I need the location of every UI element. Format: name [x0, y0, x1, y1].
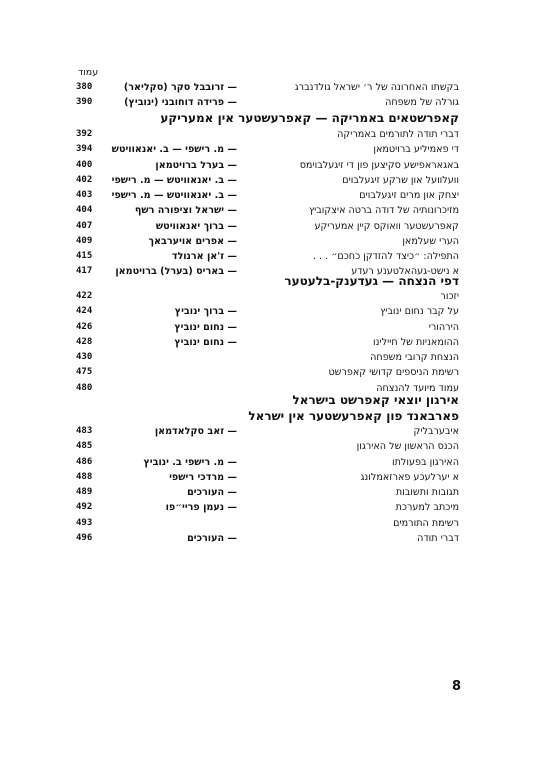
toc-entry — [76, 203, 459, 218]
entry-page-number: 492 — [76, 502, 93, 513]
section-heading: קאפרשטאים באמריקה — קאפרעשטער אין אמעריקע — [160, 111, 459, 125]
entry-title: ההומאניות של חיילינו — [373, 336, 459, 348]
entry-title: הנצחת קרובי משפחה — [370, 352, 459, 363]
entry-title: די פאמיליע ברויטמאן — [373, 144, 459, 156]
entry-title: א יערלעכע פארזאמלונג — [360, 471, 459, 483]
entry-author: — ישראל וציפורה רשף — [134, 205, 237, 217]
entry-title: הירהורי — [428, 321, 459, 333]
entry-page-number: 428 — [76, 336, 93, 347]
entry-page-number: 480 — [76, 382, 93, 393]
entry-page-number: 407 — [76, 220, 93, 231]
toc-entry — [76, 188, 459, 203]
page-number: 8 — [452, 679, 462, 694]
entry-title: יזכור — [440, 291, 459, 302]
entry-author: — ב. יאנאוויטש — מ. רישפי — [111, 174, 237, 186]
section-heading: פארבאנד פון קאפרעשטער אין ישראל — [248, 409, 459, 423]
entry-page-number: 415 — [76, 251, 93, 261]
toc-entry — [76, 531, 459, 546]
entry-title: התפילה: ״כיצד להזדקן כחכם״ . . . — [312, 251, 459, 262]
entry-page-number: 409 — [76, 235, 93, 246]
entry-author: — זאב סקלאדמאן — [154, 426, 237, 437]
entry-page-number: 485 — [76, 441, 93, 452]
entry-title: רשימת הניספים קדושי קאפרשט — [328, 367, 459, 379]
entry-title: מזיכרונותיה של דודה ברטה איצקוביץ — [308, 205, 459, 217]
entry-title: הכנס הראשון של האירגון — [356, 441, 459, 453]
entry-author: — פרידה דוחובני (ינוביץ) — [124, 97, 237, 109]
entry-author: — אפרים אויערבאך — [148, 235, 237, 247]
entry-page-number: 422 — [76, 291, 93, 301]
entry-page-number: 403 — [76, 190, 93, 200]
entry-page-number: 493 — [76, 517, 93, 528]
entry-page-number: 417 — [76, 266, 93, 277]
entry-page-number: 430 — [76, 352, 93, 362]
entry-title: דברי תודה לתורמים באמריקה — [337, 129, 459, 140]
toc-entry — [76, 127, 459, 142]
toc-entry — [76, 249, 459, 264]
entry-title: תגובות ותשובות — [395, 487, 459, 498]
entry-page-number: 394 — [76, 144, 93, 155]
toc-entry — [76, 304, 459, 319]
entry-author: — העורכים — [187, 487, 237, 498]
section-heading: דפי הנצחה — געדענק-בלעטער — [284, 274, 459, 288]
entry-title: א נישט-געהאלטענע רעדע — [351, 266, 459, 278]
entry-page-number: 400 — [76, 159, 93, 170]
entry-title: קאפרעשטער וואוקס קיין אמעריקע — [314, 220, 459, 232]
entry-page-number: 424 — [76, 306, 93, 317]
toc-entry — [76, 424, 459, 439]
entry-title: וועלוועל און שרקע זיגעלבוים — [342, 174, 459, 186]
entry-title: עמוד מיועד להנצחה — [376, 382, 459, 394]
entry-title: דברי תודה — [417, 532, 459, 544]
entry-page-number: 488 — [76, 471, 93, 482]
entry-page-number: 402 — [76, 174, 93, 185]
entry-title: הערי שעלמאן — [402, 235, 459, 247]
toc-entry — [76, 173, 459, 188]
entry-author: — ז'אן ארנולד — [171, 251, 237, 262]
entry-title: איבערבליק — [413, 426, 459, 437]
toc-entry — [76, 439, 459, 454]
entry-title: רשימת התורמים — [393, 517, 459, 529]
toc-entry — [76, 500, 459, 515]
section-heading: אירגון יוצאי קאפרשט בישראל — [292, 393, 459, 407]
entry-author: — בערל ברויטמאן — [155, 159, 237, 171]
entry-page-number: 426 — [76, 321, 93, 332]
entry-page-number: 380 — [76, 82, 93, 92]
toc-entry — [76, 350, 459, 365]
entry-author: — מ. רישפי ב. ינוביץ — [143, 456, 237, 468]
page-column-label: עמוד — [78, 67, 99, 78]
toc-entry — [76, 455, 459, 470]
entry-author: — מרדכי רישפי — [169, 471, 237, 483]
entry-author: — באריס (בערל) ברויטמאן — [115, 266, 237, 278]
entry-title: גורלה של משפחה — [385, 97, 459, 109]
toc-entry — [76, 80, 459, 95]
toc-entry — [76, 289, 459, 304]
entry-title: האירגון בפעולתו — [391, 456, 459, 468]
toc-entry — [76, 95, 459, 110]
toc-entry — [76, 142, 459, 157]
entry-author: — ב. יאנאוויטש — מ. רישפי — [111, 190, 237, 201]
toc-entry — [76, 335, 459, 350]
toc-entry — [76, 158, 459, 173]
entry-page-number: 486 — [76, 456, 93, 467]
entry-author: — ברוך ינוביץ — [174, 306, 237, 318]
entry-page-number: 392 — [76, 129, 93, 139]
entry-title: יצחק און מרים זיגעלבוים — [359, 190, 459, 201]
entry-page-number: 483 — [76, 426, 93, 436]
entry-title: על קבר נחום ינוביץ — [380, 306, 459, 318]
toc-entry — [76, 485, 459, 500]
entry-page-number: 496 — [76, 532, 93, 543]
entry-author: — נחום ינוביץ — [174, 321, 237, 333]
entry-page-number: 475 — [76, 367, 93, 378]
entry-author: — נחום ינוביץ — [174, 336, 237, 348]
entry-page-number: 404 — [76, 205, 93, 216]
entry-title: מיכתב למערכת — [395, 502, 459, 514]
toc-entry — [76, 234, 459, 249]
toc-entry — [76, 365, 459, 380]
entry-title: באגאראפישע סקיצען פון די זיגעלבוימס — [299, 159, 459, 171]
entry-page-number: 489 — [76, 487, 93, 497]
entry-title: בקשתו האחרונה של ר׳ ישראל גולדנברג — [294, 82, 459, 93]
entry-author: — ברוך יאנאוויטש — [155, 220, 237, 232]
entry-author: — זרובבל סקר (סקליאר) — [123, 82, 237, 93]
entry-page-number: 390 — [76, 97, 93, 108]
toc-entry — [76, 516, 459, 531]
entry-author: — מ. רישפי — ב. יאנאוויטש — [111, 144, 237, 156]
toc-entry — [76, 219, 459, 234]
entry-author: — נעמן פריי״פו — [165, 502, 237, 514]
toc-entry — [76, 470, 459, 485]
entry-author: — העורכים — [187, 532, 237, 544]
toc-entry — [76, 320, 459, 335]
